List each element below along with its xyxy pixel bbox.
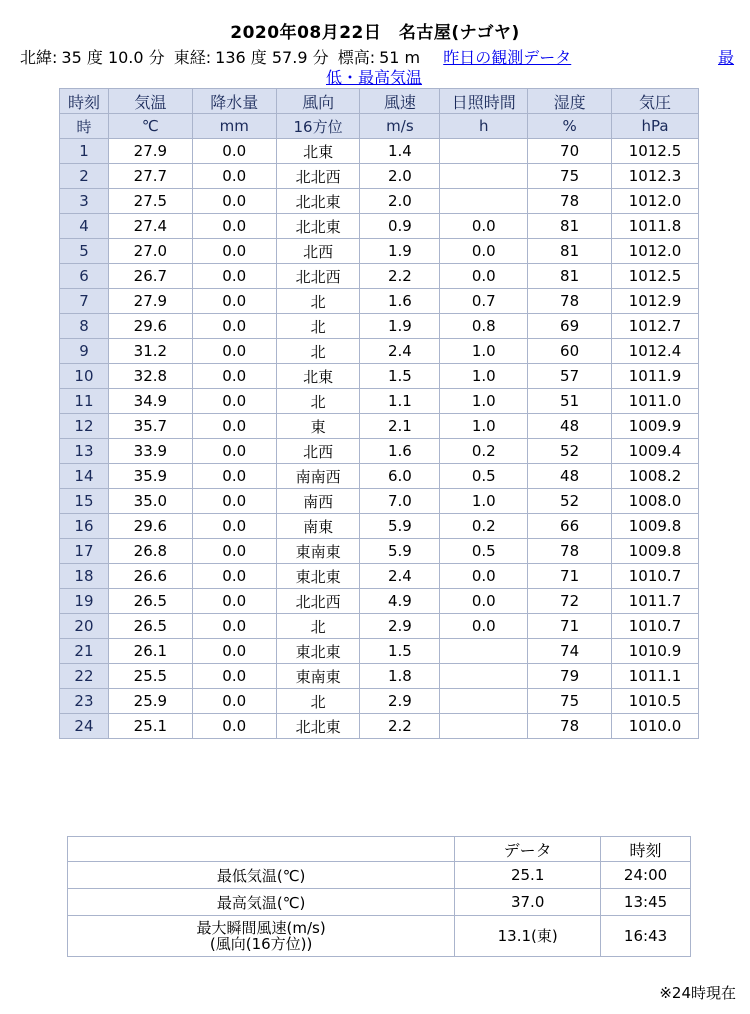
hour-cell: 19: [60, 589, 109, 614]
data-cell: 32.8: [108, 364, 192, 389]
data-cell: 27.9: [108, 289, 192, 314]
data-cell: [440, 714, 528, 739]
data-cell: 25.9: [108, 689, 192, 714]
data-cell: 69: [528, 314, 612, 339]
summary-value: 13.1(東): [455, 916, 601, 957]
summary-time: 16:43: [601, 916, 691, 957]
data-cell: 26.5: [108, 614, 192, 639]
column-header: 風向: [276, 89, 360, 114]
column-header: 風速: [360, 89, 440, 114]
yesterday-data-link[interactable]: 昨日の観測データ: [443, 48, 572, 67]
data-cell: 60: [528, 339, 612, 364]
column-header: 日照時間: [440, 89, 528, 114]
hour-cell: 14: [60, 464, 109, 489]
data-cell: 0.0: [192, 414, 276, 439]
table-row: [60, 364, 699, 389]
data-cell: 31.2: [108, 339, 192, 364]
data-cell: 1012.4: [612, 339, 699, 364]
data-cell: 1008.2: [612, 464, 699, 489]
data-cell: 2.2: [360, 264, 440, 289]
data-cell: 北東: [276, 364, 360, 389]
data-cell: 27.9: [108, 139, 192, 164]
hour-cell: 22: [60, 664, 109, 689]
data-cell: 南東: [276, 514, 360, 539]
data-cell: 0.0: [192, 264, 276, 289]
hour-cell: 21: [60, 639, 109, 664]
data-cell: 26.1: [108, 639, 192, 664]
summary-row: [68, 862, 691, 889]
column-header: 気圧: [612, 89, 699, 114]
data-cell: 2.9: [360, 614, 440, 639]
data-cell: 1.0: [440, 364, 528, 389]
data-cell: 1012.7: [612, 314, 699, 339]
data-cell: 5.9: [360, 539, 440, 564]
data-cell: 0.0: [192, 289, 276, 314]
data-cell: 2.0: [360, 164, 440, 189]
hour-cell: 7: [60, 289, 109, 314]
data-cell: 1.6: [360, 289, 440, 314]
data-cell: 0.0: [192, 189, 276, 214]
hour-cell: 3: [60, 189, 109, 214]
data-cell: 51: [528, 389, 612, 414]
data-cell: 33.9: [108, 439, 192, 464]
data-cell: 0.0: [192, 439, 276, 464]
data-cell: 北西: [276, 239, 360, 264]
table-units-row: [60, 114, 699, 139]
location-info: [20, 48, 750, 87]
data-cell: 北北西: [276, 164, 360, 189]
data-cell: 1012.9: [612, 289, 699, 314]
data-cell: 78: [528, 189, 612, 214]
data-cell: 1010.0: [612, 714, 699, 739]
data-cell: 1.6: [360, 439, 440, 464]
data-cell: 0.5: [440, 464, 528, 489]
lat-label: 北緯:: [20, 48, 58, 67]
data-cell: 0.0: [192, 464, 276, 489]
table-row: [60, 664, 699, 689]
hour-cell: 15: [60, 489, 109, 514]
data-cell: 1012.3: [612, 164, 699, 189]
data-cell: 78: [528, 289, 612, 314]
table-row: [60, 164, 699, 189]
data-cell: 北北東: [276, 214, 360, 239]
data-cell: 北: [276, 389, 360, 414]
data-cell: 0.5: [440, 539, 528, 564]
data-cell: 東南東: [276, 539, 360, 564]
data-cell: 東: [276, 414, 360, 439]
data-cell: 0.0: [440, 589, 528, 614]
data-cell: [440, 189, 528, 214]
table-row: [60, 639, 699, 664]
table-row: [60, 689, 699, 714]
data-cell: 5.9: [360, 514, 440, 539]
data-cell: 1010.5: [612, 689, 699, 714]
data-cell: 0.0: [440, 564, 528, 589]
data-cell: 1.5: [360, 364, 440, 389]
column-header: 気温: [108, 89, 192, 114]
data-cell: [440, 664, 528, 689]
data-cell: 1012.5: [612, 139, 699, 164]
data-cell: 71: [528, 564, 612, 589]
hour-cell: 12: [60, 414, 109, 439]
data-cell: 0.0: [192, 139, 276, 164]
data-cell: 81: [528, 264, 612, 289]
data-cell: 北東: [276, 139, 360, 164]
data-cell: 0.0: [440, 264, 528, 289]
data-cell: 1.8: [360, 664, 440, 689]
table-row: [60, 314, 699, 339]
column-header: 時刻: [60, 89, 109, 114]
summary-row: [68, 916, 691, 957]
table-row: [60, 239, 699, 264]
data-cell: 7.0: [360, 489, 440, 514]
data-cell: 27.0: [108, 239, 192, 264]
hour-cell: 16: [60, 514, 109, 539]
column-unit: hPa: [612, 114, 699, 139]
data-cell: 0.9: [360, 214, 440, 239]
column-unit: h: [440, 114, 528, 139]
data-cell: 0.0: [192, 614, 276, 639]
column-header: 湿度: [528, 89, 612, 114]
hour-cell: 5: [60, 239, 109, 264]
table-row: [60, 339, 699, 364]
summary-label: 最大瞬間風速(m/s) (風向(16方位)): [68, 916, 455, 957]
data-cell: 81: [528, 214, 612, 239]
data-cell: 0.0: [192, 489, 276, 514]
hour-cell: 20: [60, 614, 109, 639]
data-cell: 29.6: [108, 514, 192, 539]
data-cell: 北: [276, 339, 360, 364]
data-cell: 57: [528, 364, 612, 389]
column-header: 降水量: [192, 89, 276, 114]
hour-cell: 4: [60, 214, 109, 239]
data-cell: 1.4: [360, 139, 440, 164]
table-row: [60, 539, 699, 564]
data-cell: 1009.9: [612, 414, 699, 439]
data-cell: 0.0: [192, 589, 276, 614]
column-unit: ℃: [108, 114, 192, 139]
alt-value: 51 m: [379, 48, 421, 67]
data-cell: 75: [528, 164, 612, 189]
data-cell: 0.0: [192, 364, 276, 389]
data-cell: 0.0: [192, 689, 276, 714]
data-cell: 1012.5: [612, 264, 699, 289]
data-cell: 0.0: [192, 564, 276, 589]
data-cell: 1.5: [360, 639, 440, 664]
data-cell: 北西: [276, 439, 360, 464]
summary-time: 24:00: [601, 862, 691, 889]
data-cell: [440, 639, 528, 664]
hour-cell: 9: [60, 339, 109, 364]
table-row: [60, 464, 699, 489]
data-cell: 48: [528, 464, 612, 489]
data-cell: 1011.7: [612, 589, 699, 614]
data-cell: 1011.1: [612, 664, 699, 689]
table-header-row: [60, 89, 699, 114]
data-cell: 0.0: [440, 239, 528, 264]
column-unit: 時: [60, 114, 109, 139]
hour-cell: 11: [60, 389, 109, 414]
summary-table: [67, 836, 691, 957]
data-cell: 1011.0: [612, 389, 699, 414]
data-cell: 1008.0: [612, 489, 699, 514]
data-cell: 52: [528, 489, 612, 514]
data-cell: 1.0: [440, 414, 528, 439]
data-cell: 北: [276, 614, 360, 639]
hour-cell: 2: [60, 164, 109, 189]
data-cell: [440, 139, 528, 164]
page-title: 2020年08月22日 名古屋(ナゴヤ): [230, 23, 520, 43]
table-row: [60, 189, 699, 214]
data-cell: 0.0: [192, 164, 276, 189]
data-cell: 2.9: [360, 689, 440, 714]
hour-cell: 18: [60, 564, 109, 589]
data-cell: 35.9: [108, 464, 192, 489]
data-cell: 0.2: [440, 439, 528, 464]
hour-cell: 17: [60, 539, 109, 564]
data-cell: 1009.8: [612, 539, 699, 564]
hour-cell: 8: [60, 314, 109, 339]
data-cell: 東北東: [276, 639, 360, 664]
data-cell: [440, 164, 528, 189]
data-cell: 0.0: [192, 639, 276, 664]
data-cell: 北北東: [276, 714, 360, 739]
data-cell: 0.0: [192, 314, 276, 339]
hour-cell: 13: [60, 439, 109, 464]
data-cell: 27.5: [108, 189, 192, 214]
data-cell: 1009.4: [612, 439, 699, 464]
summary-label: 最低気温(℃): [68, 862, 455, 889]
data-cell: [440, 689, 528, 714]
table-row: [60, 414, 699, 439]
data-cell: 25.5: [108, 664, 192, 689]
column-unit: m/s: [360, 114, 440, 139]
data-cell: 52: [528, 439, 612, 464]
data-cell: 0.0: [192, 514, 276, 539]
data-cell: 北: [276, 289, 360, 314]
data-cell: 北: [276, 314, 360, 339]
data-cell: 4.9: [360, 589, 440, 614]
data-cell: 北北東: [276, 189, 360, 214]
observation-table: [59, 88, 699, 739]
data-cell: 南西: [276, 489, 360, 514]
data-cell: 0.0: [440, 214, 528, 239]
summary-header-row: [68, 837, 691, 862]
data-cell: 北: [276, 689, 360, 714]
table-row: [60, 214, 699, 239]
data-cell: 6.0: [360, 464, 440, 489]
data-cell: 1.0: [440, 389, 528, 414]
lon-label: 東経:: [173, 48, 212, 67]
data-cell: 1.9: [360, 239, 440, 264]
data-cell: 1.1: [360, 389, 440, 414]
data-cell: 東南東: [276, 664, 360, 689]
data-cell: 26.8: [108, 539, 192, 564]
column-unit: 16方位: [276, 114, 360, 139]
data-cell: 75: [528, 689, 612, 714]
data-cell: 1010.7: [612, 614, 699, 639]
hour-cell: 24: [60, 714, 109, 739]
data-cell: 26.5: [108, 589, 192, 614]
data-cell: 0.8: [440, 314, 528, 339]
lat-value: 35 度 10.0 分: [61, 48, 165, 67]
data-cell: 0.0: [192, 214, 276, 239]
data-cell: 29.6: [108, 314, 192, 339]
data-cell: 0.7: [440, 289, 528, 314]
summary-column-header: 時刻: [601, 837, 691, 862]
data-cell: 0.0: [440, 614, 528, 639]
data-cell: 1010.9: [612, 639, 699, 664]
hour-cell: 23: [60, 689, 109, 714]
table-row: [60, 289, 699, 314]
data-cell: 0.2: [440, 514, 528, 539]
table-row: [60, 514, 699, 539]
data-cell: 2.0: [360, 189, 440, 214]
data-cell: 78: [528, 539, 612, 564]
table-row: [60, 264, 699, 289]
data-cell: 1.0: [440, 339, 528, 364]
data-cell: 78: [528, 714, 612, 739]
data-cell: 0.0: [192, 339, 276, 364]
summary-time: 13:45: [601, 889, 691, 916]
summary-column-header: [68, 837, 455, 862]
data-cell: 1011.8: [612, 214, 699, 239]
data-cell: 2.1: [360, 414, 440, 439]
table-row: [60, 439, 699, 464]
data-cell: 2.4: [360, 339, 440, 364]
summary-value: 25.1: [455, 862, 601, 889]
data-cell: 1009.8: [612, 514, 699, 539]
current-time-note: ※24時現在: [659, 984, 736, 1002]
hour-cell: 10: [60, 364, 109, 389]
data-cell: 72: [528, 589, 612, 614]
table-row: [60, 614, 699, 639]
data-cell: 1011.9: [612, 364, 699, 389]
data-cell: 1012.0: [612, 239, 699, 264]
data-cell: 70: [528, 139, 612, 164]
data-cell: 79: [528, 664, 612, 689]
table-row: [60, 589, 699, 614]
data-cell: 25.1: [108, 714, 192, 739]
data-cell: 27.4: [108, 214, 192, 239]
summary-row: [68, 889, 691, 916]
table-row: [60, 389, 699, 414]
data-cell: 1012.0: [612, 189, 699, 214]
summary-column-header: データ: [455, 837, 601, 862]
min-max-temp-link-wrap[interactable]: 低・最高気温: [326, 68, 423, 87]
data-cell: 81: [528, 239, 612, 264]
data-cell: 0.0: [192, 239, 276, 264]
column-unit: mm: [192, 114, 276, 139]
table-row: [60, 714, 699, 739]
summary-label: 最高気温(℃): [68, 889, 455, 916]
hour-cell: 1: [60, 139, 109, 164]
data-cell: 東北東: [276, 564, 360, 589]
table-row: [60, 139, 699, 164]
data-cell: 2.4: [360, 564, 440, 589]
data-cell: 27.7: [108, 164, 192, 189]
data-cell: 南南西: [276, 464, 360, 489]
data-cell: 1.0: [440, 489, 528, 514]
data-cell: 0.0: [192, 714, 276, 739]
data-cell: 66: [528, 514, 612, 539]
data-cell: 0.0: [192, 389, 276, 414]
summary-value: 37.0: [455, 889, 601, 916]
data-cell: 2.2: [360, 714, 440, 739]
hour-cell: 6: [60, 264, 109, 289]
data-cell: 26.7: [108, 264, 192, 289]
data-cell: 71: [528, 614, 612, 639]
table-row: [60, 489, 699, 514]
data-cell: 26.6: [108, 564, 192, 589]
data-cell: 1010.7: [612, 564, 699, 589]
data-cell: 北北西: [276, 589, 360, 614]
lon-value: 136 度 57.9 分: [215, 48, 329, 67]
column-unit: %: [528, 114, 612, 139]
data-cell: 35.7: [108, 414, 192, 439]
data-cell: 48: [528, 414, 612, 439]
table-row: [60, 564, 699, 589]
data-cell: 34.9: [108, 389, 192, 414]
data-cell: 74: [528, 639, 612, 664]
data-cell: 0.0: [192, 539, 276, 564]
alt-label: 標高:: [337, 48, 376, 67]
data-cell: 35.0: [108, 489, 192, 514]
data-cell: 北北西: [276, 264, 360, 289]
data-cell: 1.9: [360, 314, 440, 339]
min-max-temp-link[interactable]: 最: [718, 48, 735, 67]
data-cell: 0.0: [192, 664, 276, 689]
